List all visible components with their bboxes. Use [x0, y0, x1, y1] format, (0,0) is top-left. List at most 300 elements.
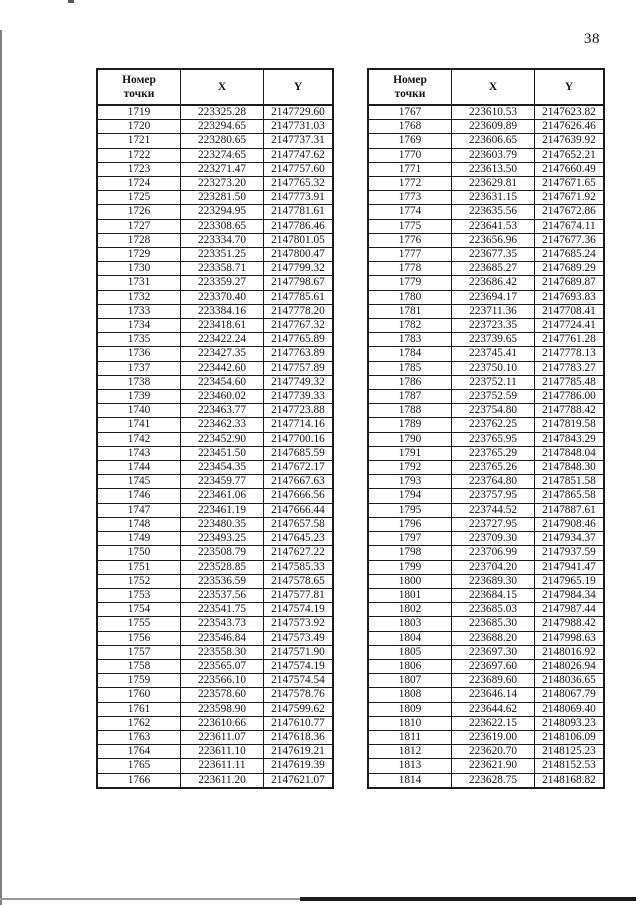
cell-x: 223631.15	[452, 191, 535, 205]
cell-y: 2147801.05	[264, 233, 334, 247]
cell-point-number: 1805	[368, 645, 452, 659]
cell-point-number: 1813	[368, 759, 452, 773]
cell-x: 223765.26	[452, 461, 535, 475]
cell-y: 2147723.88	[264, 404, 334, 418]
cell-y: 2147671.65	[535, 177, 605, 191]
cell-point-number: 1796	[368, 517, 452, 531]
cell-x: 223765.95	[452, 432, 535, 446]
table-row	[97, 588, 333, 602]
table-row	[368, 475, 604, 489]
cell-point-number: 1734	[97, 319, 181, 333]
cell-point-number: 1722	[97, 148, 181, 162]
table-row	[97, 745, 333, 759]
cell-point-number: 1782	[368, 319, 452, 333]
cell-point-number: 1727	[97, 219, 181, 233]
cell-point-number: 1760	[97, 688, 181, 702]
table-row	[368, 461, 604, 475]
cell-point-number: 1759	[97, 674, 181, 688]
cell-y: 2147660.49	[535, 162, 605, 176]
table-row	[368, 347, 604, 361]
cell-x: 223641.53	[452, 219, 535, 233]
cell-point-number: 1724	[97, 177, 181, 191]
table-row	[97, 333, 333, 347]
cell-x: 223280.65	[181, 134, 264, 148]
cell-x: 223598.90	[181, 702, 264, 716]
cell-point-number: 1808	[368, 688, 452, 702]
table-row	[368, 674, 604, 688]
cell-x: 223271.47	[181, 162, 264, 176]
table-row	[97, 446, 333, 460]
cell-x: 223460.02	[181, 390, 264, 404]
cell-point-number: 1766	[97, 773, 181, 788]
cell-point-number: 1785	[368, 361, 452, 375]
table-row	[97, 730, 333, 744]
cell-y: 2147685.24	[535, 248, 605, 262]
cell-point-number: 1752	[97, 574, 181, 588]
cell-y: 2147799.32	[264, 262, 334, 276]
cell-point-number: 1739	[97, 390, 181, 404]
cell-y: 2147619.39	[264, 759, 334, 773]
cell-y: 2147677.36	[535, 233, 605, 247]
cell-x: 223754.80	[452, 404, 535, 418]
cell-y: 2147984.34	[535, 588, 605, 602]
cell-y: 2148168.82	[535, 773, 605, 788]
table-row	[97, 489, 333, 503]
cell-point-number: 1753	[97, 588, 181, 602]
cell-point-number: 1763	[97, 730, 181, 744]
table-row	[97, 375, 333, 389]
cell-point-number: 1764	[97, 745, 181, 759]
cell-y: 2148067.79	[535, 688, 605, 702]
table-row	[368, 319, 604, 333]
table-row	[368, 489, 604, 503]
cell-point-number: 1790	[368, 432, 452, 446]
table-row	[368, 560, 604, 574]
cell-point-number: 1794	[368, 489, 452, 503]
cell-point-number: 1768	[368, 120, 452, 134]
cell-point-number: 1723	[97, 162, 181, 176]
table-row	[368, 603, 604, 617]
table-row	[97, 674, 333, 688]
cell-y: 2147757.89	[264, 361, 334, 375]
table-row	[368, 333, 604, 347]
cell-x: 223613.50	[452, 162, 535, 176]
cell-point-number: 1735	[97, 333, 181, 347]
cell-point-number: 1748	[97, 517, 181, 531]
table-row	[368, 290, 604, 304]
cell-y: 2148026.94	[535, 659, 605, 673]
table-row	[97, 475, 333, 489]
cell-y: 2147666.56	[264, 489, 334, 503]
table-row	[97, 432, 333, 446]
table-row	[368, 233, 604, 247]
cell-y: 2147689.29	[535, 262, 605, 276]
cell-x: 223427.35	[181, 347, 264, 361]
coordinates-table-right	[367, 68, 605, 789]
table-row	[97, 659, 333, 673]
cell-y: 2147674.11	[535, 219, 605, 233]
cell-point-number: 1771	[368, 162, 452, 176]
cell-y: 2148036.65	[535, 674, 605, 688]
cell-point-number: 1777	[368, 248, 452, 262]
cell-x: 223646.14	[452, 688, 535, 702]
cell-x: 223480.35	[181, 517, 264, 531]
cell-point-number: 1737	[97, 361, 181, 375]
cell-x: 223370.40	[181, 290, 264, 304]
table-row	[97, 773, 333, 788]
cell-y: 2148016.92	[535, 645, 605, 659]
table-row	[368, 148, 604, 162]
cell-point-number: 1761	[97, 702, 181, 716]
cell-y: 2147819.58	[535, 418, 605, 432]
table-row	[368, 248, 604, 262]
cell-y: 2147865.58	[535, 489, 605, 503]
cell-y: 2147693.83	[535, 290, 605, 304]
cell-x: 223422.24	[181, 333, 264, 347]
cell-point-number: 1804	[368, 631, 452, 645]
cell-y: 2148152.53	[535, 759, 605, 773]
cell-point-number: 1810	[368, 716, 452, 730]
cell-x: 223451.50	[181, 446, 264, 460]
cell-y: 2147965.19	[535, 574, 605, 588]
table-row	[97, 262, 333, 276]
cell-point-number: 1745	[97, 475, 181, 489]
table-row	[97, 191, 333, 205]
cell-point-number: 1732	[97, 290, 181, 304]
cell-y: 2147987.44	[535, 603, 605, 617]
cell-x: 223765.29	[452, 446, 535, 460]
cell-point-number: 1720	[97, 120, 181, 134]
cell-y: 2147724.41	[535, 319, 605, 333]
cell-y: 2147800.47	[264, 248, 334, 262]
cell-y: 2147672.86	[535, 205, 605, 219]
cell-point-number: 1780	[368, 290, 452, 304]
cell-x: 223677.35	[452, 248, 535, 262]
cell-x: 223606.65	[452, 134, 535, 148]
cell-point-number: 1736	[97, 347, 181, 361]
cell-x: 223281.50	[181, 191, 264, 205]
cell-point-number: 1803	[368, 617, 452, 631]
table-row	[97, 418, 333, 432]
cell-point-number: 1750	[97, 546, 181, 560]
cell-x: 223351.25	[181, 248, 264, 262]
cell-y: 2147785.48	[535, 375, 605, 389]
cell-x: 223685.03	[452, 603, 535, 617]
cell-x: 223609.89	[452, 120, 535, 134]
cell-y: 2147941.47	[535, 560, 605, 574]
cell-y: 2147571.90	[264, 645, 334, 659]
table-row	[97, 148, 333, 162]
cell-x: 223628.75	[452, 773, 535, 788]
cell-y: 2147577.81	[264, 588, 334, 602]
cell-x: 223723.35	[452, 319, 535, 333]
table-row	[368, 773, 604, 788]
cell-x: 223558.30	[181, 645, 264, 659]
cell-point-number: 1755	[97, 617, 181, 631]
table-row	[97, 560, 333, 574]
cell-y: 2147573.49	[264, 631, 334, 645]
cell-x: 223508.79	[181, 546, 264, 560]
cell-y: 2147765.32	[264, 177, 334, 191]
cell-y: 2147574.54	[264, 674, 334, 688]
cell-x: 223739.65	[452, 333, 535, 347]
cell-x: 223454.60	[181, 375, 264, 389]
cell-x: 223694.17	[452, 290, 535, 304]
cell-x: 223536.59	[181, 574, 264, 588]
table-row	[368, 546, 604, 560]
column-header: X	[181, 69, 264, 105]
cell-y: 2147934.37	[535, 532, 605, 546]
cell-y: 2147639.92	[535, 134, 605, 148]
cell-y: 2147573.92	[264, 617, 334, 631]
cell-x: 223493.25	[181, 532, 264, 546]
cell-y: 2148093.23	[535, 716, 605, 730]
cell-point-number: 1792	[368, 461, 452, 475]
cell-y: 2147599.62	[264, 702, 334, 716]
cell-y: 2147672.17	[264, 461, 334, 475]
cell-x: 223621.90	[452, 759, 535, 773]
cell-point-number: 1789	[368, 418, 452, 432]
cell-x: 223418.61	[181, 319, 264, 333]
cell-x: 223697.60	[452, 659, 535, 673]
cell-point-number: 1786	[368, 375, 452, 389]
table-row	[97, 248, 333, 262]
cell-point-number: 1778	[368, 262, 452, 276]
cell-point-number: 1793	[368, 475, 452, 489]
cell-x: 223611.07	[181, 730, 264, 744]
table-row	[368, 375, 604, 389]
cell-y: 2147627.22	[264, 546, 334, 560]
table-row	[97, 517, 333, 531]
cell-x: 223685.27	[452, 262, 535, 276]
cell-y: 2147731.03	[264, 120, 334, 134]
cell-x: 223745.41	[452, 347, 535, 361]
cell-x: 223656.96	[452, 233, 535, 247]
cell-point-number: 1740	[97, 404, 181, 418]
cell-y: 2147763.89	[264, 347, 334, 361]
cell-point-number: 1742	[97, 432, 181, 446]
cell-point-number: 1743	[97, 446, 181, 460]
cell-point-number: 1799	[368, 560, 452, 574]
cell-y: 2147843.29	[535, 432, 605, 446]
table-row	[97, 276, 333, 290]
cell-point-number: 1770	[368, 148, 452, 162]
cell-y: 2147908.46	[535, 517, 605, 531]
table-row	[368, 191, 604, 205]
cell-x: 223578.60	[181, 688, 264, 702]
cell-point-number: 1751	[97, 560, 181, 574]
cell-y: 2147623.82	[535, 105, 605, 120]
table-row	[97, 361, 333, 375]
cell-x: 223566.10	[181, 674, 264, 688]
cell-y: 2147988.42	[535, 617, 605, 631]
table-row	[368, 304, 604, 318]
cell-y: 2147689.87	[535, 276, 605, 290]
cell-x: 223750.10	[452, 361, 535, 375]
cell-point-number: 1730	[97, 262, 181, 276]
table-row	[368, 446, 604, 460]
table-row	[97, 134, 333, 148]
cell-x: 223706.99	[452, 546, 535, 560]
table-row	[97, 105, 333, 120]
cell-point-number: 1812	[368, 745, 452, 759]
column-header: Y	[535, 69, 605, 105]
table-row	[368, 177, 604, 191]
table-row	[97, 390, 333, 404]
cell-x: 223622.15	[452, 716, 535, 730]
header-row	[97, 69, 333, 105]
cell-y: 2147739.33	[264, 390, 334, 404]
cell-x: 223711.36	[452, 304, 535, 318]
cell-y: 2147788.42	[535, 404, 605, 418]
coordinates-table-left	[96, 68, 334, 789]
table-row	[368, 716, 604, 730]
cell-point-number: 1769	[368, 134, 452, 148]
cell-x: 223635.56	[452, 205, 535, 219]
table-row	[97, 319, 333, 333]
cell-x: 223629.81	[452, 177, 535, 191]
table-row	[97, 759, 333, 773]
cell-y: 2147786.00	[535, 390, 605, 404]
table-row	[368, 759, 604, 773]
table-row	[368, 659, 604, 673]
cell-point-number: 1800	[368, 574, 452, 588]
cell-x: 223461.06	[181, 489, 264, 503]
cell-x: 223727.95	[452, 517, 535, 531]
table-row	[97, 716, 333, 730]
cell-y: 2147574.19	[264, 659, 334, 673]
table-row	[97, 404, 333, 418]
cell-point-number: 1781	[368, 304, 452, 318]
cell-y: 2147737.31	[264, 134, 334, 148]
table-row	[368, 503, 604, 517]
cell-x: 223686.42	[452, 276, 535, 290]
cell-point-number: 1738	[97, 375, 181, 389]
cell-y: 2147618.36	[264, 730, 334, 744]
cell-x: 223537.56	[181, 588, 264, 602]
table-row	[97, 503, 333, 517]
cell-y: 2147657.58	[264, 517, 334, 531]
cell-x: 223620.70	[452, 745, 535, 759]
column-header: X	[452, 69, 535, 105]
cell-x: 223752.11	[452, 375, 535, 389]
cell-point-number: 1773	[368, 191, 452, 205]
table-row	[368, 702, 604, 716]
cell-x: 223689.60	[452, 674, 535, 688]
cell-y: 2148125.23	[535, 745, 605, 759]
cell-point-number: 1758	[97, 659, 181, 673]
cell-y: 2147781.61	[264, 205, 334, 219]
cell-x: 223294.65	[181, 120, 264, 134]
cell-x: 223546.84	[181, 631, 264, 645]
cell-y: 2147798.67	[264, 276, 334, 290]
cell-x: 223709.30	[452, 532, 535, 546]
cell-point-number: 1746	[97, 489, 181, 503]
cell-point-number: 1811	[368, 730, 452, 744]
cell-x: 223610.66	[181, 716, 264, 730]
cell-y: 2147998.63	[535, 631, 605, 645]
cell-y: 2147785.61	[264, 290, 334, 304]
cell-x: 223704.20	[452, 560, 535, 574]
cell-point-number: 1731	[97, 276, 181, 290]
cell-y: 2147714.16	[264, 418, 334, 432]
cell-point-number: 1774	[368, 205, 452, 219]
cell-y: 2147619.21	[264, 745, 334, 759]
cell-y: 2147749.32	[264, 375, 334, 389]
header-row	[368, 69, 604, 105]
table-row	[368, 219, 604, 233]
cell-y: 2147773.91	[264, 191, 334, 205]
cell-y: 2147786.46	[264, 219, 334, 233]
table-row	[368, 688, 604, 702]
table-row	[368, 262, 604, 276]
table-row	[97, 461, 333, 475]
cell-y: 2147783.27	[535, 361, 605, 375]
cell-y: 2147610.77	[264, 716, 334, 730]
cell-point-number: 1791	[368, 446, 452, 460]
cell-y: 2147645.23	[264, 532, 334, 546]
cell-point-number: 1788	[368, 404, 452, 418]
table-row	[97, 532, 333, 546]
cell-x: 223325.28	[181, 105, 264, 120]
cell-point-number: 1726	[97, 205, 181, 219]
table-row	[368, 162, 604, 176]
table-row	[97, 205, 333, 219]
cell-x: 223644.62	[452, 702, 535, 716]
cell-point-number: 1725	[97, 191, 181, 205]
cell-x: 223757.95	[452, 489, 535, 503]
cell-point-number: 1765	[97, 759, 181, 773]
cell-point-number: 1772	[368, 177, 452, 191]
cell-point-number: 1807	[368, 674, 452, 688]
table-row	[368, 645, 604, 659]
page-number: 38	[584, 31, 600, 47]
table-row	[368, 432, 604, 446]
cell-y: 2147626.46	[535, 120, 605, 134]
cell-point-number: 1787	[368, 390, 452, 404]
cell-x: 223442.60	[181, 361, 264, 375]
cell-y: 2147652.21	[535, 148, 605, 162]
table-row	[368, 390, 604, 404]
scan-border-bottom-right	[300, 897, 636, 901]
cell-point-number: 1744	[97, 461, 181, 475]
cell-x: 223752.59	[452, 390, 535, 404]
cell-point-number: 1756	[97, 631, 181, 645]
cell-y: 2147578.76	[264, 688, 334, 702]
table-row	[97, 162, 333, 176]
cell-x: 223764.80	[452, 475, 535, 489]
cell-y: 2147667.63	[264, 475, 334, 489]
cell-point-number: 1801	[368, 588, 452, 602]
cell-point-number: 1721	[97, 134, 181, 148]
cell-y: 2147848.30	[535, 461, 605, 475]
cell-point-number: 1757	[97, 645, 181, 659]
cell-x: 223452.90	[181, 432, 264, 446]
table-row	[368, 361, 604, 375]
cell-point-number: 1719	[97, 105, 181, 120]
cell-point-number: 1779	[368, 276, 452, 290]
cell-x: 223684.15	[452, 588, 535, 602]
cell-point-number: 1733	[97, 304, 181, 318]
cell-point-number: 1775	[368, 219, 452, 233]
cell-x: 223565.07	[181, 659, 264, 673]
cell-y: 2147666.44	[264, 503, 334, 517]
table-row	[368, 617, 604, 631]
scan-border-bottom-left	[0, 898, 310, 900]
cell-x: 223461.19	[181, 503, 264, 517]
cell-y: 2147765.89	[264, 333, 334, 347]
table-row	[97, 617, 333, 631]
